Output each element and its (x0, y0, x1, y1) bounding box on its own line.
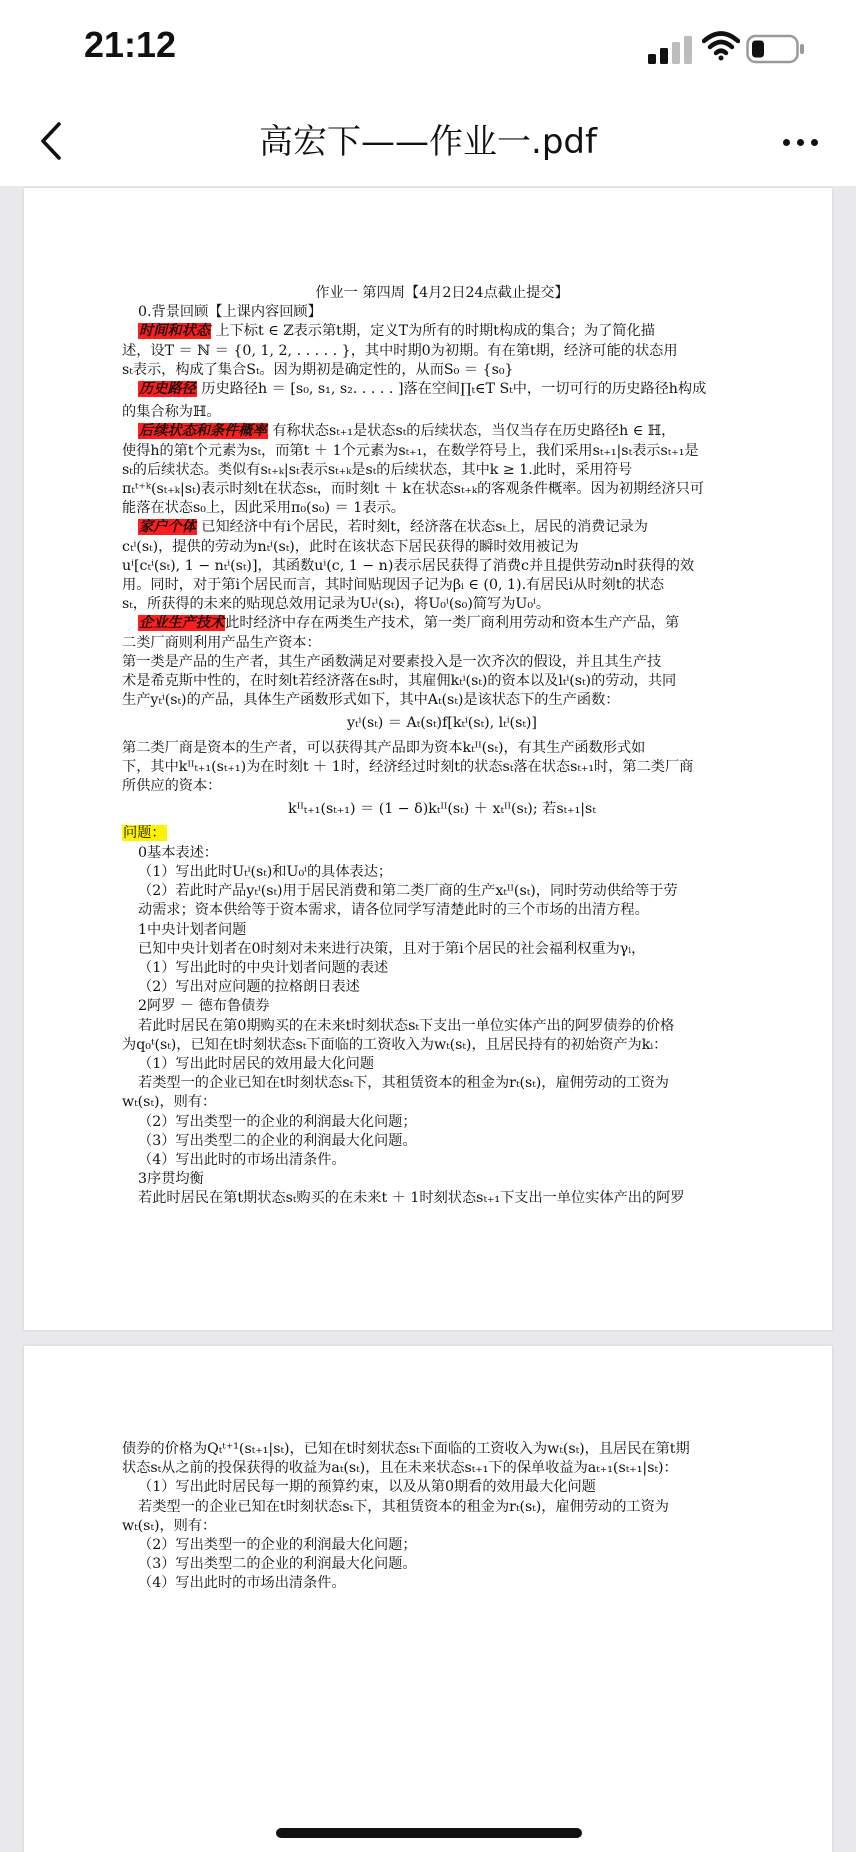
question-line: 1中央计划者问题 (138, 921, 247, 938)
question-line: （4）写出此时的市场出清条件。 (138, 1151, 346, 1168)
text-line: 状态sₜ从之前的投保获得的收益为aₜ(sₜ)，且在未来状态sₜ₊₁下的保单收益为aₜ₊₁(sₜ₊₁|sₜ)： (122, 1460, 678, 1477)
text-line: （1）写出此时居民每一期的预算约束，以及从第0期看的效用最大化问题 (138, 1479, 596, 1496)
question-line: 2阿罗 － 德布鲁债券 (138, 998, 270, 1015)
more-dot-icon (811, 139, 818, 146)
question-line: （2）写出类型一的企业的利润最大化问题； (138, 1113, 417, 1130)
text-line: 债券的价格为Qₜᵗ⁺¹(sₜ₊₁|sₜ)，已知在t时刻状态sₜ下面临的工资收入为wₜ(sₜ)，且居民在第t期 (122, 1441, 690, 1457)
text-line: 0.背景回顾【上课内容回顾】 (138, 304, 322, 321)
text-line: 用。同时，对于第i个居民而言，其时间贴现因子记为βᵢ ∈ (0, 1).有居民i从时刻t的状态 (122, 577, 665, 594)
text-line: （2）写出类型一的企业的利润最大化问题； (138, 1537, 417, 1554)
text-line (122, 614, 762, 633)
text-line: sₜ，所获得的未来的贴现总效用记录为Uₜⁱ(sₜ)，将U₀ⁱ(s₀)简写为U₀ⁱ。 (122, 596, 551, 613)
question-line: （1）写出此时居民的效用最大化问题 (138, 1055, 375, 1072)
text-span: 此时经济中存在两类生产技术，第一类厂商利用劳动和资本生产产品，第 (225, 615, 680, 632)
question-line: （2）写出对应问题的拉格朗日表述 (138, 979, 360, 996)
page-2-content (122, 1440, 762, 1594)
text-line: 生产yₜⁱ(sₜ)的产品，具体生产函数形式如下，其中Aₜ(sₜ)是该状态下的生产函数： (122, 692, 620, 709)
tag-history-path: 历史路径 (139, 381, 196, 398)
text-line: 能落在状态s₀上，因此采用π₀(s₀) ＝ 1表示。 (122, 500, 405, 517)
text-line: 术是希克斯中性的，在时刻t若经济落在sₜ时，其雇佣kₜⁱ(sₜ)的资本以及lₜⁱ(sₜ)的劳动，共同 (122, 673, 677, 690)
text-line: 的集合称为ℍ。 (122, 404, 221, 421)
document-title: 高宏下——作业一.pdf (259, 122, 597, 162)
text-span: 已知经济中有i个居民，若时刻t，经济落在状态sₜ上，居民的消费记录为 (201, 519, 648, 536)
equation-capital: kᴵᴵₜ₊₁(sₜ₊₁) ＝ (1 − δ)kₜᴵᴵ(sₜ) ＋ xₜᴵᴵ(sₜ); 若sₜ₊₁|sₜ (288, 801, 596, 818)
cellular-signal-icon (648, 36, 696, 64)
text-line: 所供应的资本： (122, 778, 222, 795)
home-indicator[interactable] (276, 1828, 582, 1838)
text-line: （3）写出类型二的企业的利润最大化问题。 (138, 1556, 417, 1573)
nav-bar (0, 96, 856, 186)
text-line: 使得h的第t个元素为sₜ，而第t ＋ 1个元素为sₜ₊₁，在数学符号上，我们采用sₜ₊₁|sₜ表示sₜ₊₁是 (122, 442, 699, 459)
page-1-content (122, 284, 762, 1209)
pdf-page-2[interactable] (24, 1346, 832, 1852)
text-line: 下，其中kᴵᴵₜ₊₁(sₜ₊₁)为在时刻t ＋ 1时，经济经过时刻t的状态sₜ落在状态sₜ₊₁时，第二类厂商 (122, 758, 694, 775)
text-span: 有称状态sₜ₊₁是状态sₜ的后续状态，当仅当存在历史路径h ∈ ℍ， (272, 423, 676, 440)
text-line: cₜⁱ(sₜ)，提供的劳动为nₜⁱ(sₜ)，此时在该状态下居民获得的瞬时效用被记为 (122, 538, 579, 555)
text-span: 上下标t ∈ ℤ表示第t期，定义T为所有的时期t构成的集合；为了简化描 (215, 323, 655, 340)
text-line (122, 824, 762, 843)
text-line: 第二类厂商是资本的生产者，可以获得其产品即为资本kₜᴵᴵ(sₜ)，有其生产函数形式如 (122, 739, 646, 756)
chevron-left-icon (39, 121, 63, 161)
question-line: 0基本表述： (138, 844, 218, 861)
question-line: （2）若此时产品yₜⁱ(sₜ)用于居民消费和第二类厂商的生产xₜᴵᴵ(sₜ)，同时劳动供给等于劳 (138, 883, 678, 900)
text-line (122, 422, 762, 441)
question-line: （1）写出此时的中央计划者问题的表述 (138, 959, 389, 976)
question-line: （3）写出类型二的企业的利润最大化问题。 (138, 1132, 417, 1149)
question-line: 若类型一的企业已知在t时刻状态sₜ下，其租赁资本的租金为rₜ(sₜ)，雇佣劳动的工资为 (138, 1075, 669, 1092)
question-line: wₜ(sₜ)，则有： (122, 1094, 217, 1111)
question-line: 为q₀ᵗ(sₜ)，已知在t时刻状态sₜ下面临的工资收入为wₜ(sₜ)，且居民持有的初始资产为kᵢ： (122, 1036, 668, 1053)
question-line: 已知中央计划者在0时刻对未来进行决策，且对于第i个居民的社会福利权重为γᵢ， (138, 940, 646, 957)
battery-icon (746, 34, 806, 64)
text-line: wₜ(sₜ)，则有： (122, 1517, 217, 1534)
text-span: 历史路径h ＝ [s₀, s₁, s₂. . . . . ]落在空间∏ₜ∈T Sₜ中，一切可行的历史路径h构成 (201, 381, 707, 398)
clock: 21:12 (84, 24, 177, 65)
equation-production: yₜⁱ(sₜ) ＝ Aₜ(sₜ)f[kₜⁱ(sₜ), lₜⁱ(sₜ)] (347, 715, 537, 732)
questions-label: 问题： (123, 825, 166, 842)
back-button[interactable] (26, 114, 76, 168)
text-line: sₜ的后续状态。类似有sₜ₊ₖ|sₜ表示sₜ₊ₖ是sₜ的后续状态，其中k ≥ 1.此时，采用符号 (122, 461, 633, 478)
question-line: 若此时居民在第0期购买的在未来t时刻状态sₜ下支出一单位实体产出的阿罗债券的价格 (138, 1017, 675, 1034)
question-line: （1）写出此时Uₜⁱ(sₜ)和U₀ⁱ的具体表达； (138, 863, 393, 880)
text-line: uⁱ[cₜⁱ(sₜ), 1 − nₜⁱ(sₜ)]，其函数uⁱ(c, 1 − n)表示居民获得了消费c并且提供劳动n时获得的效 (122, 557, 695, 574)
text-line: （4）写出此时的市场出清条件。 (138, 1575, 346, 1592)
wifi-icon (702, 30, 740, 62)
status-bar (0, 0, 856, 96)
text-line: 述，设T ＝ ℕ ＝ {0, 1, 2, . . . . . }，其中时期0为初期。有在第t期，经济可能的状态用 (122, 342, 678, 359)
more-dot-icon (797, 139, 804, 146)
more-button[interactable] (770, 122, 830, 162)
question-line: 动需求；资本供给等于资本需求，请各位同学写清楚此时的三个市场的出清方程。 (138, 902, 649, 919)
text-line: 若类型一的企业已知在t时刻状态sₜ下，其租赁资本的租金为rₜ(sₜ)，雇佣劳动的工资为 (138, 1498, 669, 1515)
text-line: sₜ表示，构成了集合Sₜ。因为期初是确定性的，从而S₀ ＝ {s₀} (122, 361, 514, 378)
text-line: 二类厂商则利用产品生产资本： (122, 634, 321, 651)
text-line: πₜᵗ⁺ᵏ(sₜ₊ₖ|sₜ)表示时刻t在状态sₜ，而时刻t ＋ k在状态sₜ₊ₖ的客观条件概率。因为初期经济只可 (122, 481, 705, 498)
tag-subsequent-state: 后续状态和条件概率 (139, 423, 267, 440)
text-line (122, 518, 762, 537)
text-line: 第一类是产品的生产者，其生产函数满足对要素投入是一次齐次的假设，并且其生产技 (122, 653, 662, 670)
assignment-heading: 作业一 第四周【4月2日24点截止提交】 (315, 285, 569, 301)
more-dot-icon (783, 139, 790, 146)
tag-time-state: 时间和状态 (139, 323, 210, 340)
tag-household: 家户个体 (139, 519, 196, 536)
text-line (122, 322, 762, 341)
question-line: 若此时居民在第t期状态sₜ购买的在未来t ＋ 1时刻状态sₜ₊₁下支出一单位实体产出的阿罗 (138, 1190, 685, 1207)
pdf-page-1[interactable] (24, 188, 832, 1330)
tag-firm-technology: 企业生产技术 (139, 615, 225, 632)
text-line (122, 380, 762, 399)
question-line: 3序贯均衡 (138, 1171, 204, 1188)
